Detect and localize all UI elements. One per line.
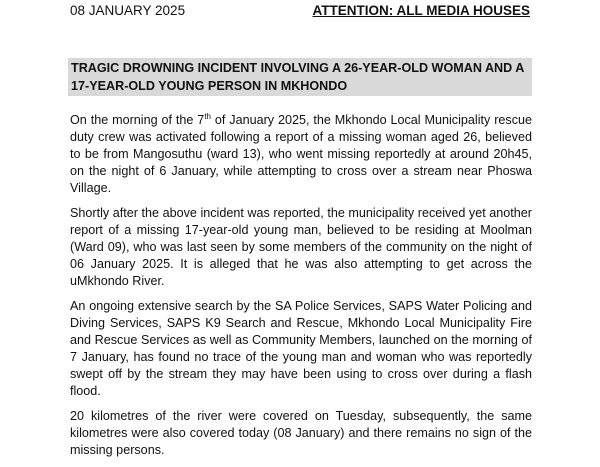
paragraph-3: An ongoing extensive search by the SA Police Services, SAPS Water Policing and Diving Services, SAPS K9 Search and Rescue, Mkhondo Local Municipality Fire and Rescue Services as well as Community Members, launched on the morning of 7 January, has found no trace of the young man and woman who was reportedly swept off by the stream they may have been using to cross over during a flash flood. [70, 299, 532, 398]
headline-line-1: TRAGIC DROWNING INCIDENT INVOLVING A 26-YEAR-OLD WOMAN AND A [71, 61, 525, 75]
paragraph-4: 20 kilometres of the river were covered on Tuesday, subsequently, the same kilometres were also covered today (08 January) and there remains no sign of the missing persons. [70, 409, 532, 457]
paragraph-1 [70, 112, 532, 197]
release-date: 08 JANUARY 2025 [70, 3, 186, 18]
paragraph-1-start: On the morning of the 7 [70, 113, 205, 127]
paragraph-1-rest: of January 2025, the Mkhondo Local Municipality rescue duty crew was activated following a report of a missing woman aged 26, believed to be from Mangosuthu (ward 13), who went missing reportedly at around 20h45, on the night of 6 January, while attempting to cross over a stream near Phoswa Village. [70, 113, 532, 195]
attention-notice: ATTENTION: ALL MEDIA HOUSES [312, 3, 530, 18]
paragraph-2: Shortly after the above incident was reported, the municipality received yet another report of a missing 17-year-old young man, believed to be residing at Moolman (Ward 09), who was last seen by some members of the community on the night of 06 January 2025. It is alleged that he was also attempting to get across the uMkhondo River. [70, 206, 532, 288]
headline-box [68, 58, 532, 96]
headline [71, 59, 529, 95]
paragraph-1-ordinal: th [204, 111, 211, 121]
headline-line-2: 17-YEAR-OLD YOUNG PERSON IN MKHONDO [71, 79, 348, 93]
document-header [70, 0, 530, 22]
article-body [70, 112, 532, 467]
